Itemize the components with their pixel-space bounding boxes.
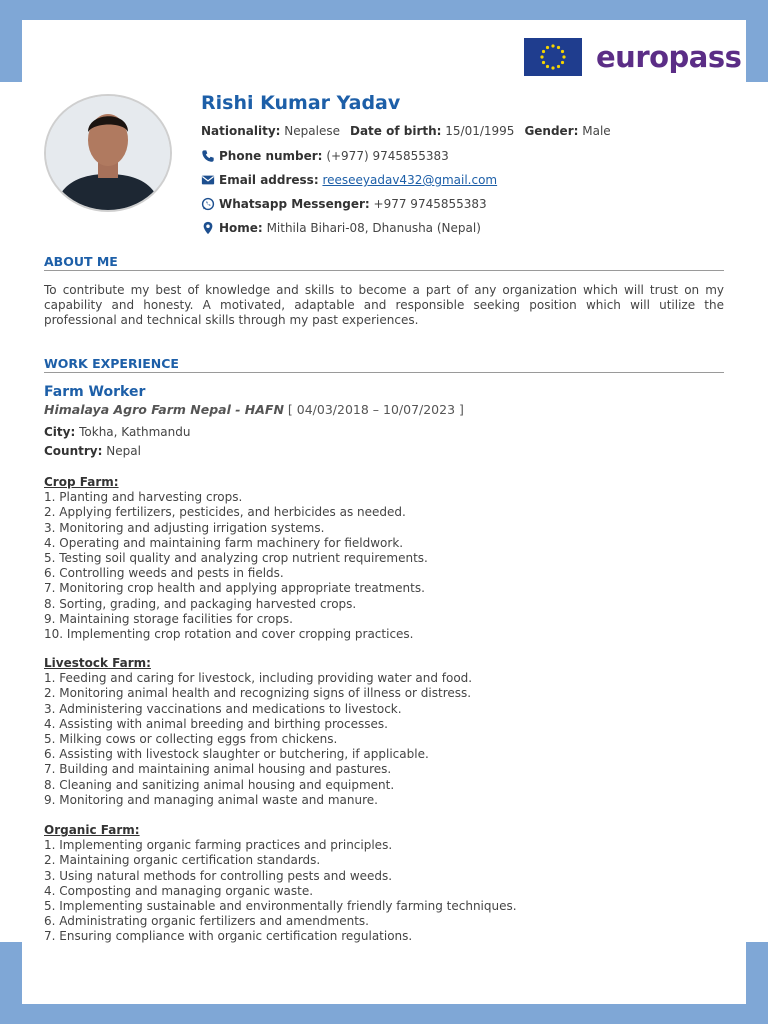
- profile-photo: [44, 94, 172, 212]
- whatsapp-value: +977 9745855383: [373, 197, 487, 211]
- list-item: 7. Monitoring crop health and applying appropriate treatments.: [44, 581, 425, 596]
- list-item: 9. Maintaining storage facilities for crops.: [44, 611, 293, 626]
- gender-value: Male: [582, 124, 611, 138]
- country-line: [44, 444, 141, 458]
- home-line: [201, 221, 481, 235]
- phone-line: [201, 149, 449, 163]
- personal-details: [201, 124, 611, 138]
- europass-logo: [524, 38, 741, 76]
- whatsapp-line: [201, 197, 487, 211]
- country-value: Nepal: [106, 444, 141, 458]
- nationality-label: Nationality:: [201, 124, 281, 138]
- organic-farm-list: [44, 823, 724, 945]
- crop-farm-list: [44, 475, 724, 642]
- list-item: 5. Milking cows or collecting eggs from chickens.: [44, 732, 338, 747]
- email-link[interactable]: reeseeyadav432@gmail.com: [322, 173, 498, 187]
- list-item: 4. Composting and managing organic waste.: [44, 883, 314, 898]
- email-label: Email address:: [219, 173, 319, 187]
- country-label: Country:: [44, 444, 103, 458]
- email-line: [201, 173, 497, 187]
- eu-flag-icon: [524, 38, 582, 76]
- list-item: 5. Testing soil quality and analyzing crop nutrient requirements.: [44, 551, 428, 566]
- list-item: 6. Assisting with livestock slaughter or butchering, if applicable.: [44, 747, 429, 762]
- list-item: 2. Applying fertilizers, pesticides, and herbicides as needed.: [44, 505, 406, 520]
- list-item: 3. Monitoring and adjusting irrigation systems.: [44, 520, 325, 535]
- cv-page: [22, 20, 746, 1004]
- list-item: 10. Implementing crop rotation and cover cropping practices.: [44, 627, 414, 642]
- employer-name: Himalaya Agro Farm Nepal - HAFN: [44, 402, 284, 417]
- dob-label: Date of birth:: [349, 124, 442, 138]
- city-label: City:: [44, 425, 76, 439]
- list-item: 7. Ensuring compliance with organic certification regulations.: [44, 929, 413, 944]
- list-item: 4. Operating and maintaining farm machinery for fieldwork.: [44, 535, 404, 550]
- list-item: 6. Controlling weeds and pests in fields.: [44, 566, 284, 581]
- gender-label: Gender:: [524, 124, 579, 138]
- candidate-name: Rishi Kumar Yadav: [201, 92, 401, 114]
- dob-value: 15/01/1995: [445, 124, 515, 138]
- phone-value: (+977) 9745855383: [326, 149, 449, 163]
- list-item: 9. Monitoring and managing animal waste and manure.: [44, 792, 378, 807]
- list-item: 1. Implementing organic farming practices and principles.: [44, 838, 393, 853]
- phone-icon: [201, 149, 215, 163]
- livestock-farm-list: [44, 656, 724, 808]
- phone-label: Phone number:: [219, 149, 323, 163]
- list-item: 1. Planting and harvesting crops.: [44, 490, 243, 505]
- home-label: Home:: [219, 221, 263, 235]
- list-item: 5. Implementing sustainable and environmentally friendly farming techniques.: [44, 899, 517, 914]
- nationality-value: Nepalese: [284, 124, 340, 138]
- list-item: 3. Using natural methods for controlling pests and weeds.: [44, 868, 393, 883]
- crop-farm-heading: Crop Farm:: [44, 475, 119, 489]
- list-item: 4. Assisting with animal breeding and birthing processes.: [44, 716, 388, 731]
- whatsapp-label: Whatsapp Messenger:: [219, 197, 370, 211]
- city-value: Tokha, Kathmandu: [79, 425, 191, 439]
- employment-dates: [ 04/03/2018 – 10/07/2023 ]: [287, 402, 464, 417]
- list-item: 7. Building and maintaining animal housing and pastures.: [44, 762, 392, 777]
- list-item: 2. Monitoring animal health and recognizing signs of illness or distress.: [44, 686, 472, 701]
- about-text: To contribute my best of knowledge and skills to become a part of any organization which will trust on my capability and honesty. A motivated, adaptable and responsible seeking position which will utilize the professional and technical skills through my past experiences.: [44, 283, 724, 327]
- work-section-title: WORK EXPERIENCE: [44, 356, 724, 373]
- city-line: [44, 425, 190, 439]
- list-item: 8. Sorting, grading, and packaging harvested crops.: [44, 596, 357, 611]
- about-section-title: ABOUT ME: [44, 254, 724, 271]
- home-value: Mithila Bihari-08, Dhanusha (Nepal): [266, 221, 481, 235]
- livestock-farm-heading: Livestock Farm:: [44, 656, 151, 670]
- list-item: 2. Maintaining organic certification standards.: [44, 853, 321, 868]
- list-item: 3. Administering vaccinations and medications to livestock.: [44, 701, 402, 716]
- whatsapp-icon: [201, 197, 215, 211]
- organic-farm-heading: Organic Farm:: [44, 823, 140, 837]
- list-item: 1. Feeding and caring for livestock, including providing water and food.: [44, 671, 473, 686]
- location-pin-icon: [201, 221, 215, 235]
- envelope-icon: [201, 173, 215, 187]
- job-title: Farm Worker: [44, 384, 146, 400]
- list-item: 6. Administrating organic fertilizers and amendments.: [44, 914, 369, 929]
- employer-line: [44, 402, 464, 417]
- europass-wordmark: europass: [596, 40, 742, 74]
- list-item: 8. Cleaning and sanitizing animal housing and equipment.: [44, 777, 395, 792]
